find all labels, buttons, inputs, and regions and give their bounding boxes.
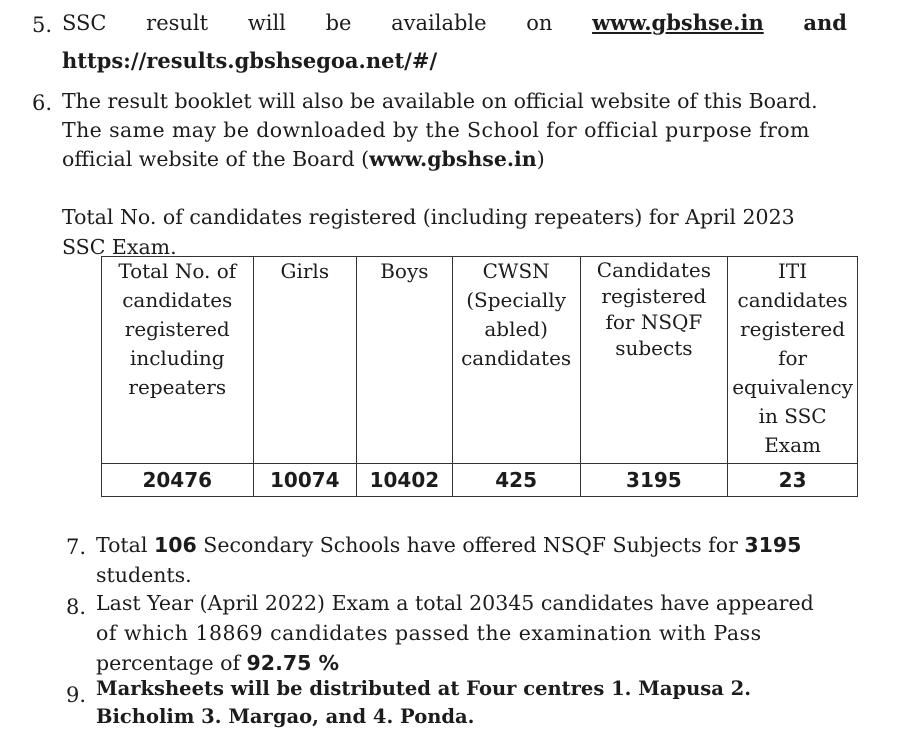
board-website-link[interactable]: www.gbshse.in (369, 147, 537, 171)
item-6-line-1: The result booklet will also be available on official website of this Board. (62, 89, 818, 113)
item-5-word: on (526, 11, 553, 35)
registration-table (101, 256, 858, 497)
item-7-prefix: Total (96, 533, 154, 557)
item-9-number: 9. (66, 683, 87, 707)
schools-count: 106 (153, 533, 197, 557)
item-9-line-2: Bicholim 3. Margao, and 4. Ponda. (96, 705, 475, 728)
header-boys: Boys (357, 257, 453, 464)
item-6-number: 6. (32, 91, 53, 115)
item-5-word: SSC (62, 11, 107, 35)
item-9-line-1: Marksheets will be distributed at Four centres 1. Mapusa 2. (96, 677, 752, 700)
item-5-and: and (803, 10, 847, 35)
item-6-line-3-prefix: official website of the Board ( (62, 147, 370, 171)
item-8-line-3 (96, 650, 339, 676)
header-iti: ITI candidates registered for equivalency in SSC Exam (728, 257, 858, 464)
item-7-line-2: students. (96, 563, 192, 587)
gbshse-link[interactable]: www.gbshse.in (592, 10, 764, 35)
value-total-registered: 20476 (102, 464, 254, 497)
value-cwsn: 425 (452, 464, 580, 497)
item-6-line-2: The same may be downloaded by the School for official purpose from (62, 118, 810, 142)
table-header-row (102, 257, 858, 464)
item-6-line-3-suffix: ) (536, 147, 545, 171)
table-row (102, 464, 858, 497)
pass-percentage: 92.75 % (246, 651, 340, 675)
item-8-line-3-prefix: percentage of (96, 651, 247, 675)
item-5-line-1 (62, 10, 847, 36)
header-cwsn: CWSN (Specially abled) candidates (452, 257, 580, 464)
header-girls: Girls (253, 257, 357, 464)
item-5-number: 5. (32, 13, 53, 37)
students-count: 3195 (744, 533, 802, 557)
results-link[interactable]: https://results.gbshsegoa.net/#/ (62, 48, 438, 73)
item-7-number: 7. (66, 535, 87, 559)
item-8-number: 8. (66, 595, 87, 619)
header-nsqf: Candidates registered for NSQF subects (580, 257, 728, 464)
item-6-line-3 (62, 146, 545, 172)
value-nsqf: 3195 (580, 464, 728, 497)
value-girls: 10074 (253, 464, 357, 497)
item-5-word: available (391, 11, 487, 35)
item-5-word: be (325, 11, 352, 35)
item-5-word: will (247, 11, 286, 35)
item-7-line-1 (96, 532, 801, 558)
registered-intro-line-1: Total No. of candidates registered (including repeaters) for April 2023 (62, 205, 795, 229)
value-boys: 10402 (357, 464, 453, 497)
header-total-registered: Total No. of candidates registered including repeaters (102, 257, 254, 464)
item-5-word: result (146, 11, 209, 35)
value-iti: 23 (728, 464, 858, 497)
item-8-line-2: of which 18869 candidates passed the examination with Pass (96, 621, 762, 645)
registered-intro-line-2: SSC Exam. (62, 235, 177, 259)
item-8-line-1: Last Year (April 2022) Exam a total 20345 candidates have appeared (96, 591, 814, 615)
item-7-middle: Secondary Schools have offered NSQF Subjects for (196, 533, 745, 557)
